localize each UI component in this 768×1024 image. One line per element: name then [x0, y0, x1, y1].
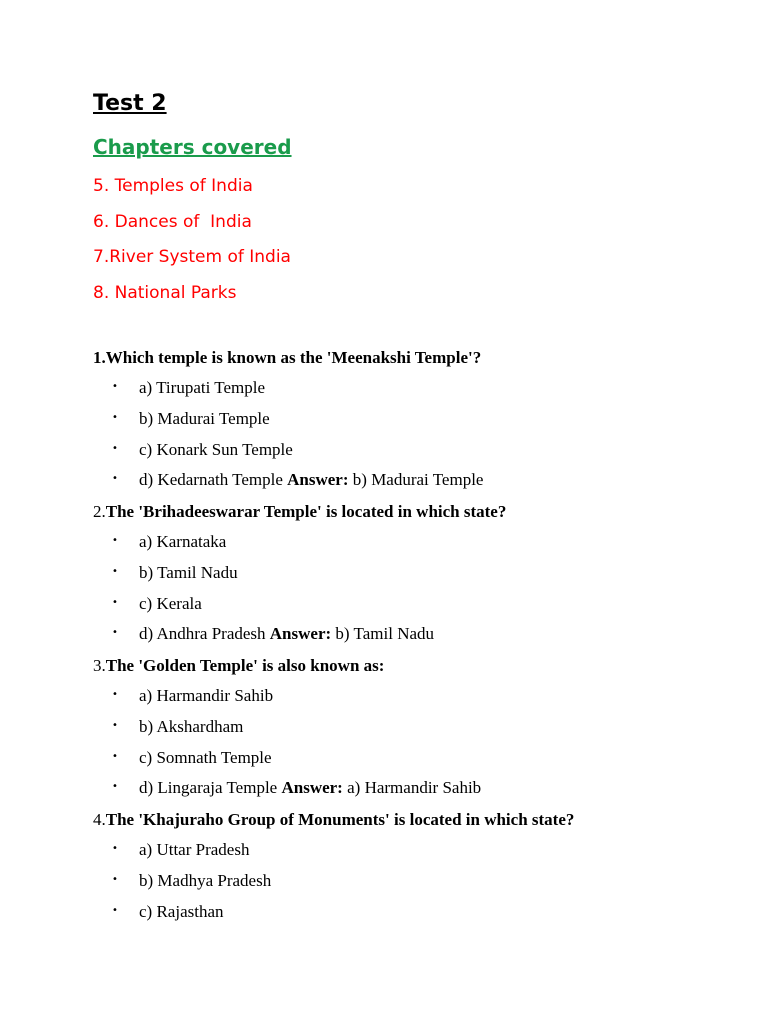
option-item — [112, 685, 273, 708]
bullet-icon: • — [112, 689, 118, 701]
chapter-item: 5. Temples of India — [93, 176, 253, 196]
option-item — [112, 747, 272, 770]
question-1 — [93, 347, 481, 369]
option-text: d) Andhra Pradesh — [139, 624, 266, 643]
answer-label: Answer: — [287, 470, 349, 489]
option-item — [112, 562, 238, 585]
question-number: 3. — [93, 656, 106, 675]
option-text: c) Kerala — [139, 594, 202, 613]
answer-label: Answer: — [281, 778, 343, 797]
bullet-icon: • — [112, 566, 118, 578]
question-number: 4. — [93, 810, 106, 829]
bullet-icon: • — [112, 412, 118, 424]
bullet-icon: • — [112, 874, 118, 886]
option-text: a) Harmandir Sahib — [139, 686, 274, 705]
option-text: c) Somnath Temple — [139, 748, 272, 767]
option-item — [112, 439, 293, 462]
option-item — [112, 593, 202, 616]
bullet-icon: • — [112, 381, 118, 393]
bullet-icon: • — [112, 597, 118, 609]
option-item — [112, 839, 249, 862]
chapter-item: 6. Dances of India — [93, 212, 252, 232]
bullet-icon: • — [112, 627, 118, 639]
option-item — [112, 377, 265, 400]
question-2 — [93, 501, 506, 523]
option-text: b) Tamil Nadu — [139, 563, 238, 582]
question-text: The 'Golden Temple' is also known as: — [105, 656, 385, 675]
chapter-item: 8. National Parks — [93, 283, 237, 303]
question-text: The 'Khajuraho Group of Monuments' is located in which state? — [105, 810, 575, 829]
option-item — [112, 870, 271, 893]
option-text: a) Uttar Pradesh — [139, 840, 250, 859]
answer-text: b) Madurai Temple — [352, 470, 484, 489]
option-item — [112, 777, 481, 800]
option-text: a) Tirupati Temple — [139, 378, 265, 397]
question-4 — [93, 809, 574, 831]
option-text: d) Lingaraja Temple — [139, 778, 278, 797]
bullet-icon: • — [112, 843, 118, 855]
answer-text: a) Harmandir Sahib — [347, 778, 482, 797]
option-item — [112, 531, 226, 554]
question-3 — [93, 655, 384, 677]
option-text: c) Konark Sun Temple — [139, 440, 293, 459]
question-number: 2. — [93, 502, 106, 521]
bullet-icon: • — [112, 720, 118, 732]
document-title: Test 2 — [93, 91, 167, 116]
answer-label: Answer: — [269, 624, 332, 643]
question-number: 1. — [93, 348, 106, 367]
question-text: The 'Brihadeeswarar Temple' is located in which state? — [105, 502, 507, 521]
option-text: a) Karnataka — [139, 532, 227, 551]
option-item — [112, 408, 270, 431]
question-text: Which temple is known as the 'Meenakshi Temple'? — [105, 348, 482, 367]
chapter-item: 7.River System of India — [93, 247, 291, 267]
option-item — [112, 716, 243, 739]
option-item — [112, 469, 483, 492]
option-text: c) Rajasthan — [139, 902, 224, 921]
bullet-icon: • — [112, 443, 118, 455]
option-text: d) Kedarnath Temple — [139, 470, 283, 489]
option-item — [112, 901, 224, 924]
option-text: b) Madhya Pradesh — [139, 871, 272, 890]
option-text: b) Madurai Temple — [139, 409, 270, 428]
bullet-icon: • — [112, 781, 118, 793]
bullet-icon: • — [112, 905, 118, 917]
answer-text: b) Tamil Nadu — [335, 624, 435, 643]
bullet-icon: • — [112, 751, 118, 763]
option-text: b) Akshardham — [139, 717, 244, 736]
bullet-icon: • — [112, 535, 118, 547]
option-item — [112, 623, 434, 646]
chapters-heading: Chapters covered — [93, 135, 292, 159]
bullet-icon: • — [112, 473, 118, 485]
